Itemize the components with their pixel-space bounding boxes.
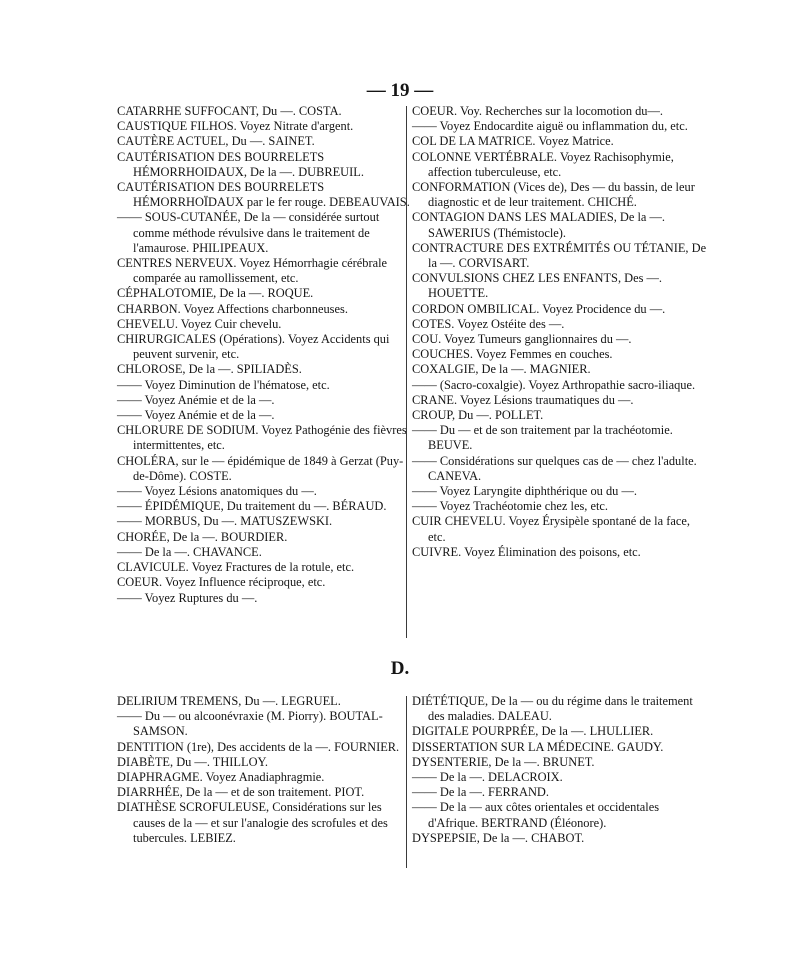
index-entry: —— ÉPIDÉMIQUE, Du traitement du —. BÉRAUD. <box>117 499 387 514</box>
index-entry: CHIRURGICALES (Opérations). Voyez Accidents qui peuvent survenir, etc. <box>117 332 390 362</box>
index-entry: CLAVICULE. Voyez Fractures de la rotule, etc. <box>117 560 355 575</box>
index-entry: —— Voyez Anémie et de la —. <box>117 392 275 407</box>
right-column-d <box>412 694 708 846</box>
index-entry: —— Voyez Laryngite diphthérique ou du —. <box>412 484 637 499</box>
index-entry: —— Voyez Anémie et de la —. <box>117 408 275 423</box>
index-entry: DYSPEPSIE, De la —. CHABOT. <box>412 830 585 845</box>
index-entry: CATARRHE SUFFOCANT, Du —. COSTA. <box>117 104 342 118</box>
index-entry: CAUSTIQUE FILHOS. Voyez Nitrate d'argent. <box>117 119 354 134</box>
index-entry: COL DE LA MATRICE. Voyez Matrice. <box>412 134 614 149</box>
index-entry: —— Voyez Trachéotomie chez les, etc. <box>412 499 609 514</box>
index-entry: —— Voyez Ruptures du —. <box>117 590 258 605</box>
index-entry: CORDON OMBILICAL. Voyez Procidence du —. <box>412 301 666 316</box>
index-entry: CRANE. Voyez Lésions traumatiques du —. <box>412 392 634 407</box>
right-column-c <box>412 104 708 560</box>
index-entry: DENTITION (1re), Des accidents de la —. FOURNIER. <box>117 739 400 754</box>
index-entry: —— De la —. DELACROIX. <box>412 770 563 785</box>
index-entry: CAUTÈRE ACTUEL, Du —. SAINET. <box>117 134 315 149</box>
index-entry: CAUTÉRISATION DES BOURRELETS HÉMORRHOIDAUX, De la —. DUBREUIL. <box>117 149 364 179</box>
index-entry: COEUR. Voy. Recherches sur la locomotion du—. <box>412 104 663 118</box>
index-entry: CROUP, Du —. POLLET. <box>412 408 544 423</box>
index-entry: CONTAGION DANS LES MALADIES, De la —. SAWERIUS (Thémistocle). <box>412 210 665 240</box>
index-entry: CHLOROSE, De la —. SPILIADÈS. <box>117 362 302 377</box>
index-entry: CHARBON. Voyez Affections charbonneuses. <box>117 301 348 316</box>
index-entry: DIÉTÉTIQUE, De la — ou du régime dans le traitement des maladies. DALEAU. <box>412 694 693 724</box>
index-entry: COLONNE VERTÉBRALE. Voyez Rachisophymie, affection tuberculeuse, etc. <box>412 149 674 179</box>
index-entry: DIATHÈSE SCROFULEUSE, Considérations sur les causes de la — et sur l'analogie des scrofules et des tubercules. LEBIEZ. <box>117 800 388 845</box>
index-entry: COTES. Voyez Ostéite des —. <box>412 316 565 331</box>
index-entry: CHLORURE DE SODIUM. Voyez Pathogénie des fièvres intermittentes, etc. <box>117 423 407 453</box>
index-entry: —— (Sacro-coxalgie). Voyez Arthropathie sacro-iliaque. <box>412 377 696 392</box>
index-entry: CHORÉE, De la —. BOURDIER. <box>117 529 288 544</box>
index-entry: —— De la — aux côtes orientales et occidentales d'Afrique. BERTRAND (Éléonore). <box>412 800 660 830</box>
left-column-d <box>117 694 413 846</box>
index-entry: CAUTÉRISATION DES BOURRELETS HÉMORRHOÏDAUX par le fer rouge. DEBEAUVAIS. <box>117 180 410 210</box>
index-entry: —— Voyez Lésions anatomiques du —. <box>117 484 317 499</box>
index-entry: DYSENTERIE, De la —. BRUNET. <box>412 754 595 769</box>
index-entry: —— Du — et de son traitement par la trachéotomie. BEUVE. <box>412 423 673 453</box>
page-number: — 19 — <box>366 80 434 101</box>
index-entry: CHOLÉRA, sur le — épidémique de 1849 à Gerzat (Puy-de-Dôme). COSTE. <box>117 453 404 483</box>
index-entry: DISSERTATION SUR LA MÉDECINE. GAUDY. <box>412 739 664 754</box>
left-column-c <box>117 104 413 606</box>
index-entry: DELIRIUM TREMENS, Du —. LEGRUEL. <box>117 694 341 708</box>
index-entry: CUIVRE. Voyez Élimination des poisons, etc. <box>412 544 641 559</box>
index-entry: CÉPHALOTOMIE, De la —. ROQUE. <box>117 286 314 301</box>
section-letter: D. <box>390 658 410 679</box>
index-entry: COEUR. Voyez Influence réciproque, etc. <box>117 575 326 590</box>
index-entry: DIGITALE POURPRÉE, De la —. LHULLIER. <box>412 724 654 739</box>
index-entry: CUIR CHEVELU. Voyez Érysipèle spontané de la face, etc. <box>412 514 690 544</box>
index-entry: —— Considérations sur quelques cas de — chez l'adulte. CANEVA. <box>412 453 697 483</box>
index-entry: —— MORBUS, Du —. MATUSZEWSKI. <box>117 514 333 529</box>
index-entry: CHEVELU. Voyez Cuir chevelu. <box>117 316 282 331</box>
index-entry: COXALGIE, De la —. MAGNIER. <box>412 362 591 377</box>
index-entry: —— De la —. FERRAND. <box>412 785 549 800</box>
index-entry: —— De la —. CHAVANCE. <box>117 544 262 559</box>
index-entry: COU. Voyez Tumeurs ganglionnaires du —. <box>412 332 632 347</box>
index-entry: DIABÈTE, Du —. THILLOY. <box>117 754 268 769</box>
index-entry: —— Voyez Endocardite aiguë ou inflammation du, etc. <box>412 119 688 134</box>
index-entry: CENTRES NERVEUX. Voyez Hémorrhagie cérébrale comparée au ramollissement, etc. <box>117 256 388 286</box>
index-entry: CONVULSIONS CHEZ LES ENFANTS, Des —. HOUETTE. <box>412 271 662 301</box>
index-entry: —— Voyez Diminution de l'hématose, etc. <box>117 377 330 392</box>
column-divider <box>406 106 407 638</box>
index-entry: CONFORMATION (Vices de), Des — du bassin, de leur diagnostic et de leur traitement. CHICHÉ. <box>412 180 695 210</box>
column-divider <box>406 696 407 868</box>
index-entry: DIARRHÉE, De la — et de son traitement. PIOT. <box>117 785 365 800</box>
index-entry: DIAPHRAGME. Voyez Anadiaphragmie. <box>117 770 325 785</box>
index-entry: —— Du — ou alcoonévraxie (M. Piorry). BOUTAL-SAMSON. <box>117 709 383 739</box>
index-entry: —— SOUS-CUTANÉE, De la — considérée surtout comme méthode révulsive dans le traitement de l'amaurose. PHILIPEAUX. <box>117 210 380 255</box>
index-entry: COUCHES. Voyez Femmes en couches. <box>412 347 613 362</box>
index-entry: CONTRACTURE DES EXTRÉMITÉS OU TÉTANIE, De la —. CORVISART. <box>412 240 707 271</box>
